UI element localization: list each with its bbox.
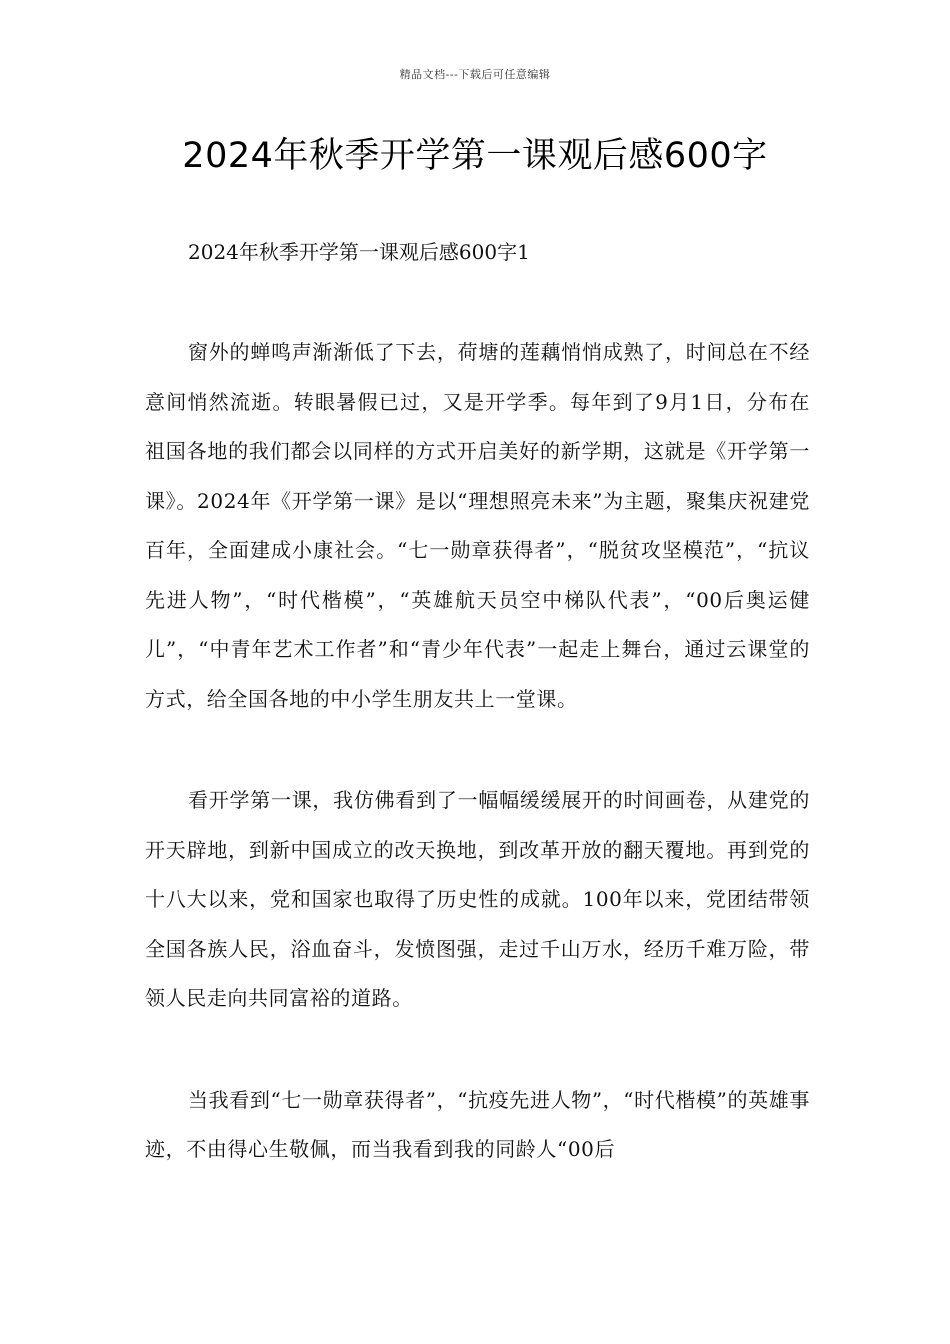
spacer <box>145 277 810 328</box>
paragraph-2: 看开学第一课，我仿佛看到了一幅幅缓缓展开的时间画卷，从建党的开天辟地，到新中国成立的改天换地，到改革开放的翻天覆地。再到党的十八大以来，党和国家也取得了历史性的成就。100年以来，党团结带领全国各族人民，浴血奋斗，发愤图强，走过千山万水，经历千难万险，带领人民走向共同富裕的道路。 <box>145 788 810 1010</box>
paragraph-gap <box>145 1024 810 1076</box>
paragraph-1: 窗外的蝉鸣声渐渐低了下去，荷塘的莲藕悄悄成熟了，时间总在不经意间悄然流逝。转眼暑假已过，又是开学季。每年到了9月1日，分布在祖国各地的我们都会以同样的方式开启美好的新学期，这就是《开学第一课》。2024年《开学第一课》是以“理想照亮未来”为主题，聚集庆祝建党百年，全面建成小康社会。“七一勋章获得者”，“脱贫攻坚模范”，“抗议先进人物”，“时代楷模”，“英雄航天员空中梯队代表”，“00后奥运健儿”，“中青年艺术工作者”和“青少年代表”一起走上舞台，通过云课堂的方式，给全国各地的中小学生朋友共上一堂课。 <box>145 340 810 711</box>
section-subtitle: 2024年秋季开学第一课观后感600字1 <box>188 240 530 264</box>
paragraph-3: 当我看到“七一勋章获得者”，“抗疫先进人物”，“时代楷模”的英雄事迹，不由得心生敬佩，而当我看到我的同龄人“00后 <box>145 1087 810 1161</box>
paragraph-gap <box>145 724 810 776</box>
header-note: 精品文档---下载后可任意编辑 <box>399 68 551 81</box>
document-title: 2024年秋季开学第一课观后感600字 <box>182 136 768 176</box>
document-body <box>145 228 810 1175</box>
